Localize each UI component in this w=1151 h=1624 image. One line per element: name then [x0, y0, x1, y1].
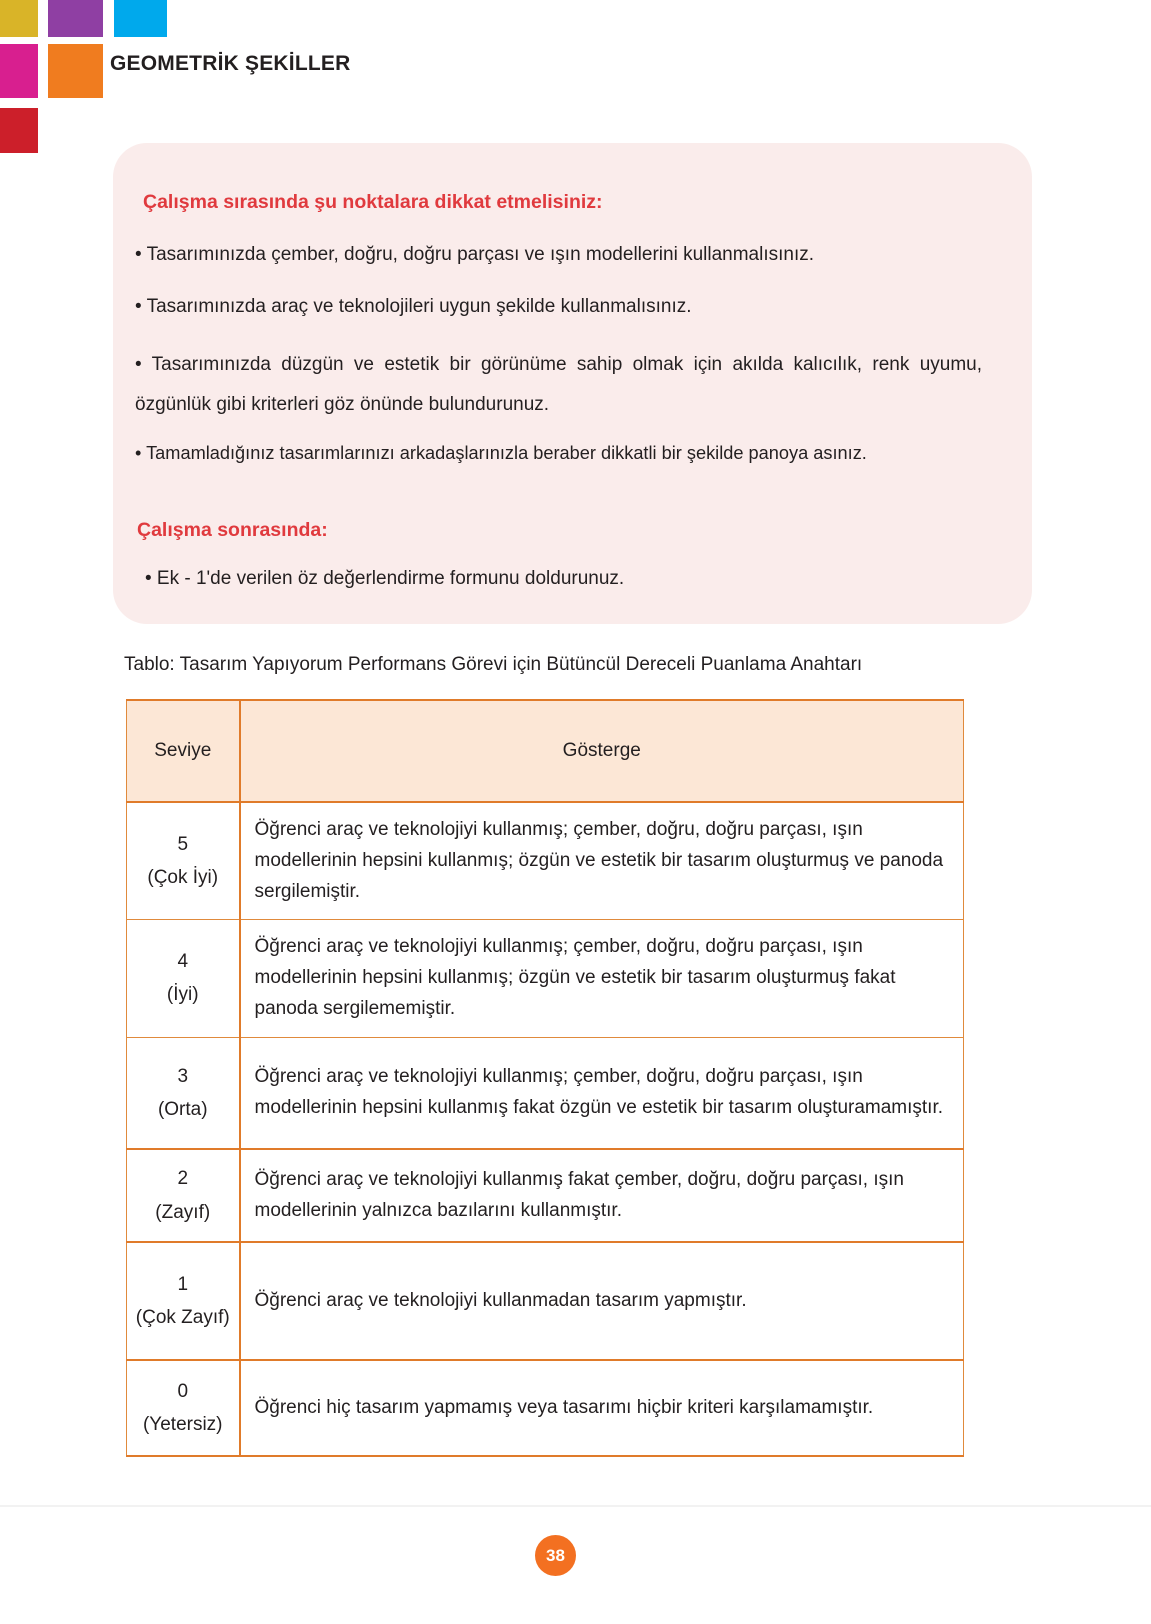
- cell-indicator-0: Öğrenci hiç tasarım yapmamış veya tasarımı hiçbir kriteri karşılamamıştır.: [240, 1360, 964, 1456]
- table-row: [127, 1360, 964, 1456]
- level-score: 4: [177, 951, 189, 973]
- level-label: (Çok İyi): [147, 867, 219, 889]
- note-item-during-4: • Tamamladığınız tasarımlarınızı arkadaşlarınızla beraber dikkatli bir şekilde panoya asınız.: [135, 442, 867, 463]
- table-caption: Tablo: Tasarım Yapıyorum Performans Görevi için Bütüncül Dereceli Puanlama Anahtarı: [124, 654, 863, 675]
- level-label: (İyi): [166, 984, 199, 1006]
- level-score: 2: [177, 1168, 189, 1190]
- rubric-table-head: [127, 700, 964, 802]
- page-title: GEOMETRİK ŞEKİLLER: [110, 52, 351, 75]
- footer-divider: [0, 1505, 1151, 1507]
- note-item-during-1: • Tasarımınızda çember, doğru, doğru parçası ve ışın modellerini kullanmalısınız.: [135, 244, 815, 265]
- cell-indicator-3: Öğrenci araç ve teknolojiyi kullanmış; çember, doğru, doğru parçası, ışın modellerinin hepsini kullanmış fakat özgün ve estetik bir tasarım oluşturamamıştır.: [240, 1037, 964, 1149]
- cell-level-2: [127, 1149, 240, 1242]
- cell-indicator-5: Öğrenci araç ve teknolojiyi kullanmış; çember, doğru, doğru parçası, ışın modellerinin hepsini kullanmış; özgün ve estetik bir tasarım oluşturmuş ve panoda sergilemiştir.: [240, 802, 964, 920]
- note-heading-after: Çalışma sonrasında:: [137, 518, 328, 541]
- page-number-badge: 38: [535, 1535, 576, 1576]
- cell-indicator-4: Öğrenci araç ve teknolojiyi kullanmış; çember, doğru, doğru parçası, ışın modellerinin hepsini kullanmış; özgün ve estetik bir tasarım oluşturmuş fakat panoda sergilememiştir.: [240, 920, 964, 1037]
- cell-indicator-1: Öğrenci araç ve teknolojiyi kullanmadan tasarım yapmıştır.: [240, 1242, 964, 1360]
- deco-square-red: [0, 108, 38, 153]
- rubric-table-body: [127, 802, 964, 1456]
- cell-level-5: [127, 802, 240, 920]
- note-heading-during: Çalışma sırasında şu noktalara dikkat etmelisiniz:: [143, 191, 603, 213]
- note-item-after-1: • Ek - 1'de verilen öz değerlendirme formunu doldurunuz.: [145, 567, 625, 589]
- instructions-note-box: [113, 143, 1032, 624]
- deco-square-yellow: [0, 0, 38, 37]
- table-row: [127, 1242, 964, 1360]
- level-label: (Orta): [157, 1098, 208, 1120]
- rubric-table: [126, 699, 964, 1457]
- deco-square-purple: [48, 0, 103, 37]
- cell-level-3: [127, 1037, 240, 1149]
- level-label: (Zayıf): [155, 1201, 211, 1223]
- table-row: [127, 802, 964, 920]
- cell-indicator-2: Öğrenci araç ve teknolojiyi kullanmış fakat çember, doğru, doğru parçası, ışın modellerinin yalnızca bazılarını kullanmıştır.: [240, 1149, 964, 1242]
- deco-square-orange: [48, 44, 103, 98]
- column-header-level: Seviye: [127, 700, 240, 802]
- deco-square-magenta: [0, 44, 38, 98]
- cell-level-4: [127, 920, 240, 1037]
- table-header-row: [127, 700, 964, 802]
- cell-level-1: [127, 1242, 240, 1360]
- level-score: 5: [177, 833, 189, 855]
- table-row: [127, 920, 964, 1037]
- note-item-during-2: • Tasarımınızda araç ve teknolojileri uygun şekilde kullanmalısınız.: [135, 296, 692, 318]
- level-score: 3: [177, 1065, 189, 1087]
- column-header-indicator: Gösterge: [240, 700, 964, 802]
- level-label: (Çok Zayıf): [135, 1307, 230, 1329]
- table-row: [127, 1037, 964, 1149]
- header-decoration: [0, 0, 180, 160]
- level-label: (Yetersiz): [142, 1414, 223, 1436]
- note-item-during-3: • Tasarımınızda düzgün ve estetik bir görünüme sahip olmak için akılda kalıcılık, renk uyumu, özgünlük gibi kriterleri göz önünde bulundurunuz.: [135, 353, 982, 415]
- table-row: [127, 1149, 964, 1242]
- level-score: 1: [177, 1273, 189, 1295]
- deco-square-cyan: [114, 0, 167, 37]
- cell-level-0: [127, 1360, 240, 1456]
- level-score: 0: [177, 1380, 189, 1402]
